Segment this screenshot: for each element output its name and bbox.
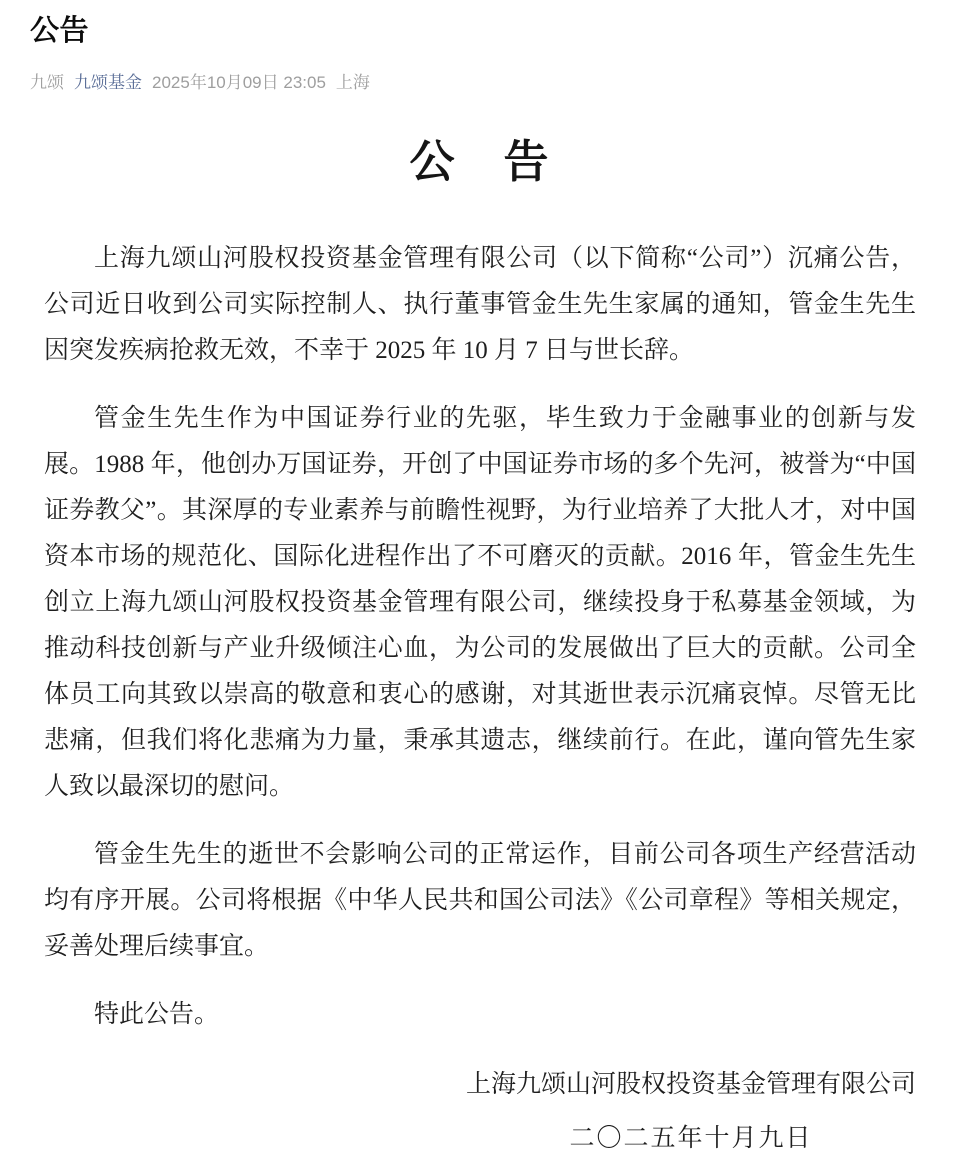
signature-company-name: 上海九颂山河股权投资基金管理有限公司 xyxy=(465,1071,916,1099)
account-name-link[interactable]: 九颂基金 xyxy=(74,73,142,93)
paragraph-business-continuity: 管金生先生的逝世不会影响公司的正常运作，目前公司各项生产经营活动均有序开展。公司将根据《中华人民共和国公司法》《公司章程》等相关规定，妥善处理后续事宜。 xyxy=(44,841,916,961)
article-title: 公告 xyxy=(30,15,90,47)
document-heading: 公 告 xyxy=(409,137,551,188)
author-name: 九颂 xyxy=(30,73,64,93)
signature-date: 二〇二五年十月九日 xyxy=(569,1125,813,1153)
announcement-document-image[interactable] xyxy=(0,125,960,1162)
byline xyxy=(30,71,930,95)
paragraph-closing-statement: 特此公告。 xyxy=(94,1001,220,1029)
paragraph-biography-tribute: 管金生先生作为中国证券行业的先驱，毕生致力于金融事业的创新与发展。1988 年，他创办万国证券，开创了中国证券市场的多个先河，被誉为“中国证券教父”。其深厚的专业素养与前瞻性视野，为行业培养了大批人才，对中国资本市场的规范化、国际化进程作出了不可磨灭的贡献。2016 年，管金生先生创立上海九颂山河股权投资基金管理有限公司，继续投身于私募基金领域，为推动科技创新与产业升级倾注心血，为公司的发展做出了巨大的贡献。公司全体员工向其致以崇高的敬意和衷心的感谢，对其逝世表示沉痛哀悼。尽管无比悲痛，但我们将化悲痛为力量，秉承其遗志，继续前行。在此，谨向管先生家人致以最深切的慰问。 xyxy=(44,405,916,801)
publish-location: 上海 xyxy=(335,73,370,93)
paragraph-death-notice: 上海九颂山河股权投资基金管理有限公司（以下简称“公司”）沉痛公告，公司近日收到公司实际控制人、执行董事管金生先生家属的通知，管金生先生因突发疾病抢救无效，不幸于 2025 年 10 月 7 日与世长辞。 xyxy=(44,245,916,365)
signature-inner xyxy=(466,1062,916,1162)
publish-datetime: 2025年10月09日 23:05 xyxy=(152,73,326,93)
signature-block xyxy=(44,1062,916,1162)
article-header xyxy=(0,0,960,95)
